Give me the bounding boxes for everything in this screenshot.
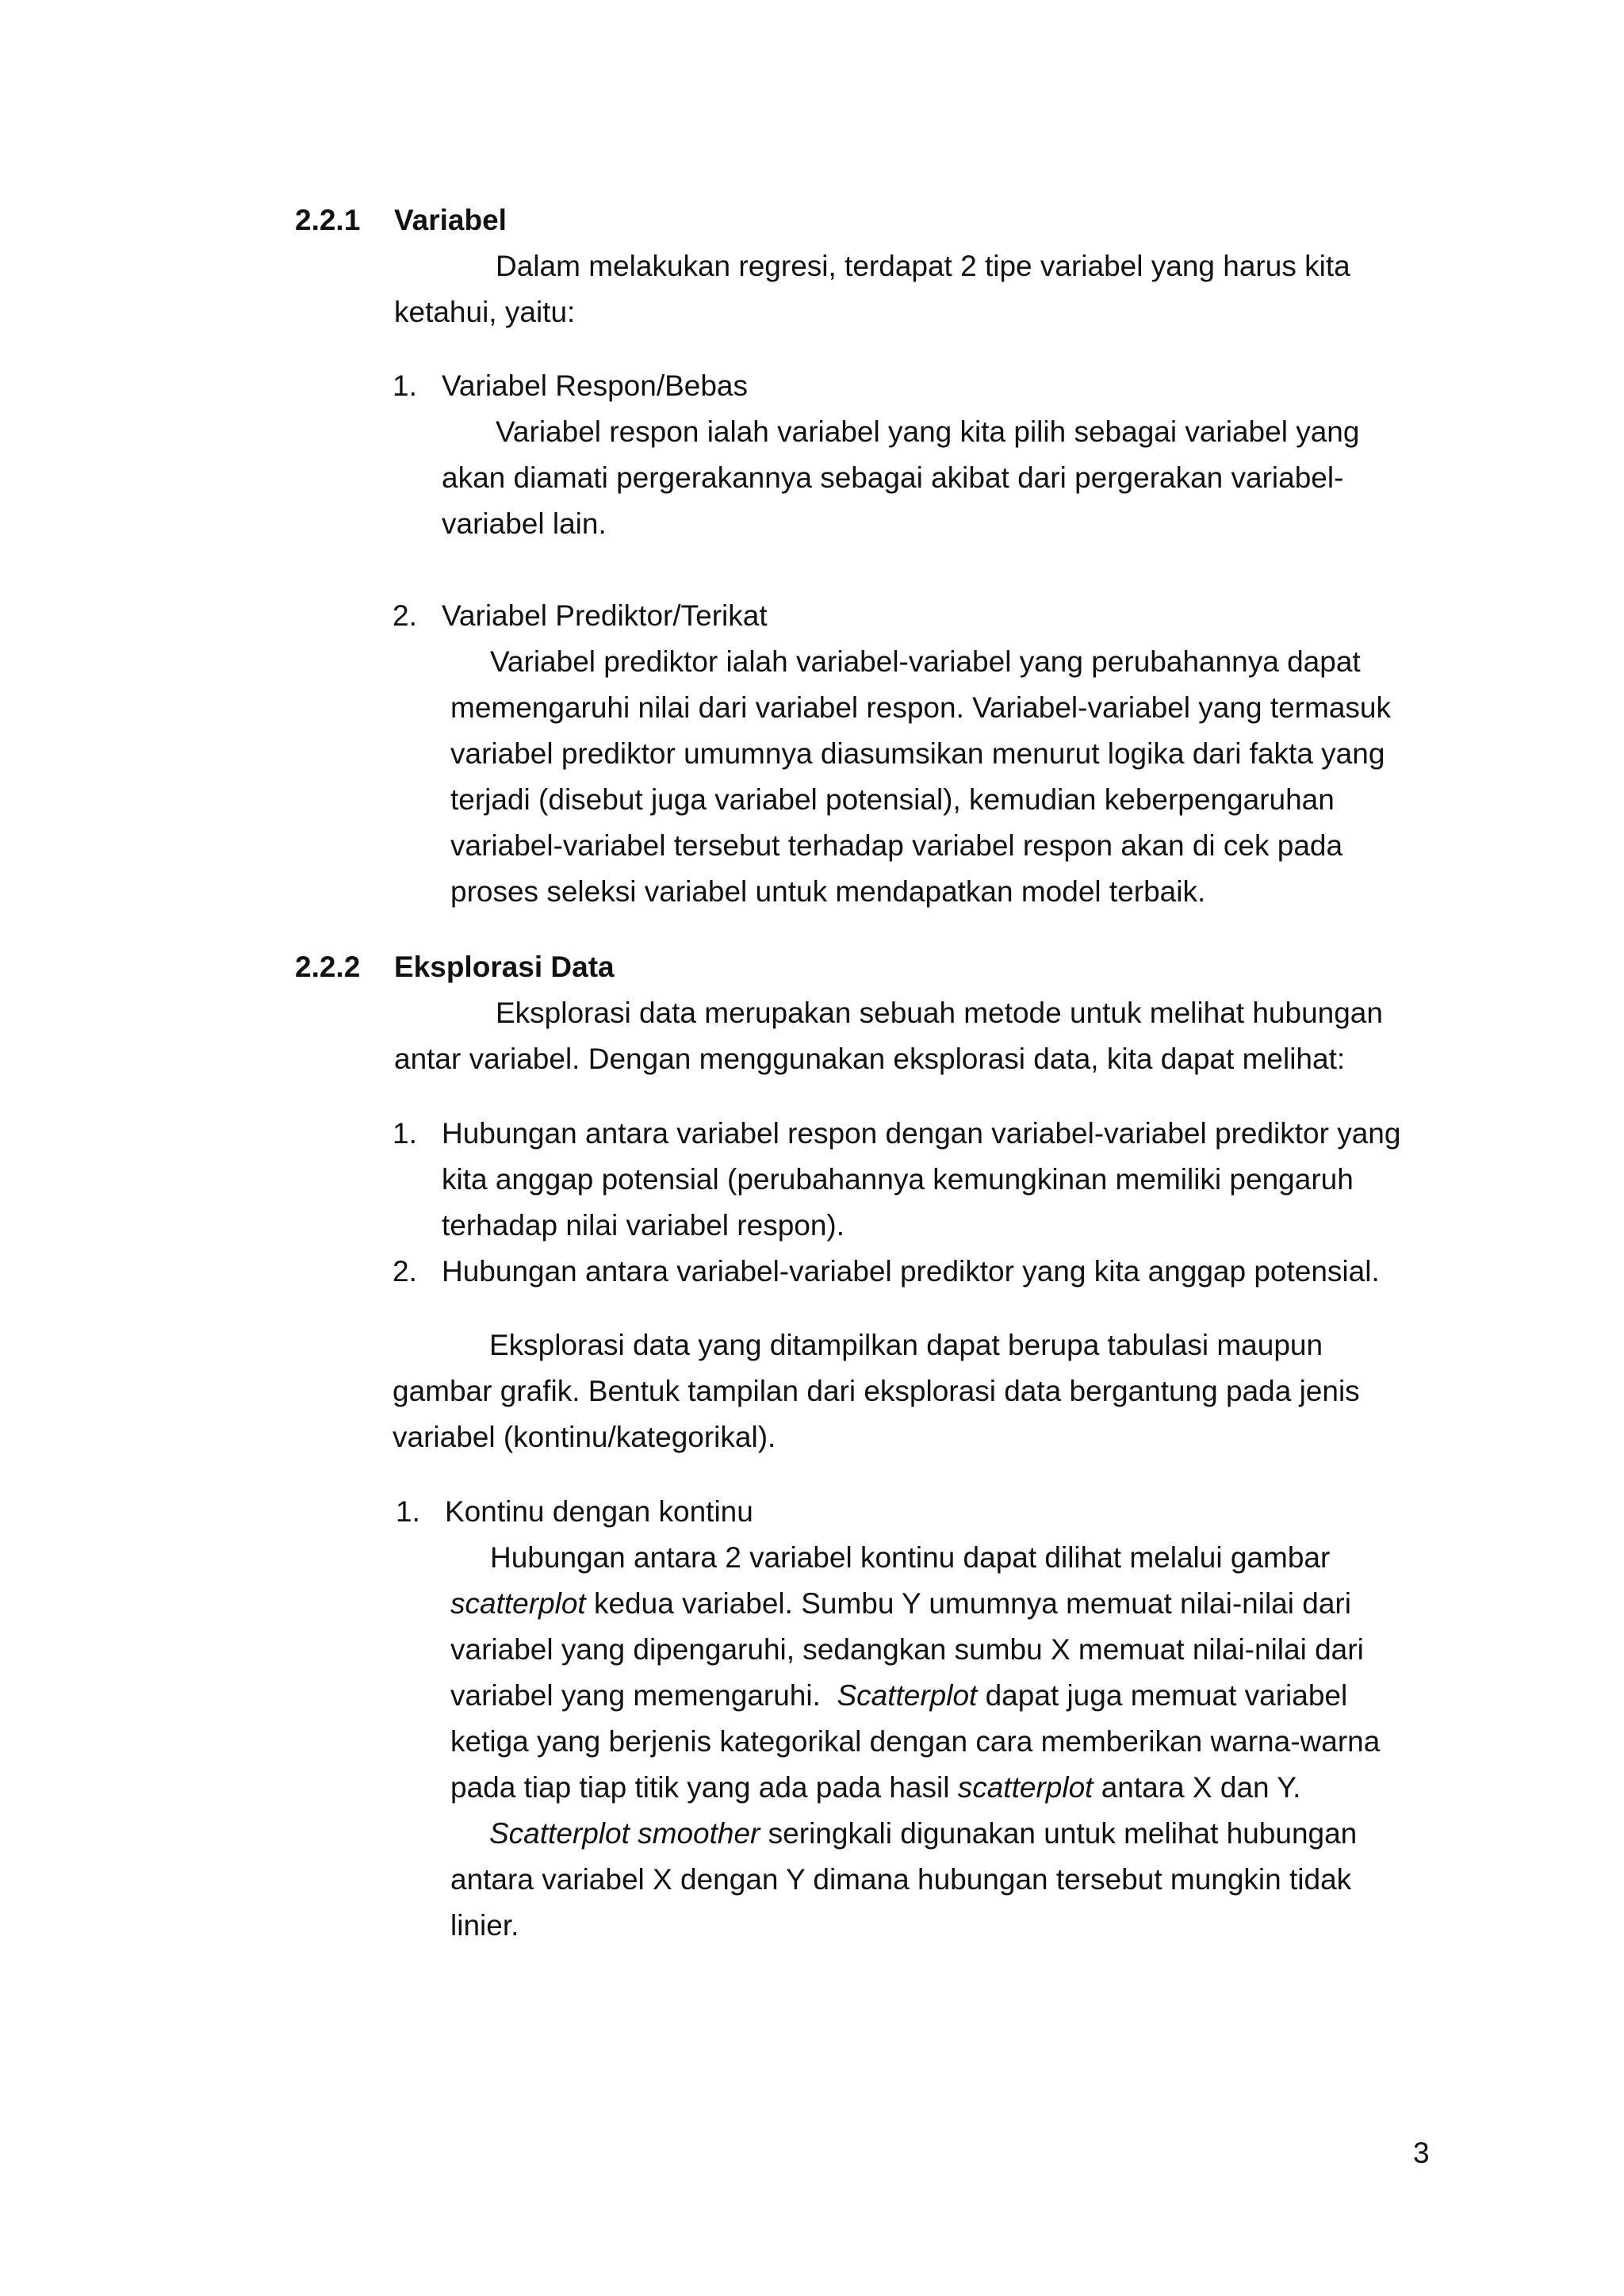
italic-term: scatterplot [450, 1587, 586, 1620]
section-title: Variabel [394, 204, 507, 236]
paragraph-line: variabel (kontinu/kategorikal). [393, 1421, 776, 1453]
list-item-title: Variabel Prediktor/Terikat [442, 599, 768, 632]
paragraph-line: Hubungan antara 2 variabel kontinu dapat dilihat melalui gambar [490, 1541, 1331, 1574]
list-marker: 1. [393, 369, 417, 402]
paragraph-line: Dalam melakukan regresi, terdapat 2 tipe variabel yang harus kita [496, 250, 1350, 282]
list-marker: 1. [393, 1117, 417, 1150]
list-marker: 2. [393, 599, 417, 632]
paragraph-line: variabel prediktor umumnya diasumsikan menurut logika dari fakta yang [450, 737, 1385, 770]
paragraph-line [450, 1589, 1351, 1618]
paragraph-line: antara variabel X dengan Y dimana hubungan tersebut mungkin tidak [450, 1863, 1352, 1896]
text-run: kedua variabel. Sumbu Y umumnya memuat nilai-nilai dari [585, 1587, 1351, 1620]
section-number: 2.2.1 [295, 204, 361, 236]
paragraph-line: antar variabel. Dengan menggunakan eksplorasi data, kita dapat melihat: [394, 1043, 1346, 1075]
text-run: seringkali digunakan untuk melihat hubungan [760, 1817, 1358, 1850]
paragraph-line: proses seleksi variabel untuk mendapatkan model terbaik. [450, 875, 1206, 908]
list-marker: 2. [393, 1255, 417, 1288]
paragraph-line [489, 1819, 1357, 1848]
paragraph-line: variabel lain. [442, 507, 607, 540]
paragraph-line: ketahui, yaitu: [394, 296, 576, 328]
italic-term: scatterplot [957, 1771, 1094, 1804]
text-run: variabel yang memengaruhi. [450, 1679, 837, 1712]
section-number: 2.2.2 [295, 951, 361, 983]
paragraph-line: akan diamati pergerakannya sebagai akibat dari pergerakan variabel- [442, 461, 1344, 494]
list-item-title: Kontinu dengan kontinu [445, 1495, 753, 1528]
paragraph-line: variabel-variabel tersebut terhadap variabel respon akan di cek pada [450, 829, 1343, 862]
list-item-title: Variabel Respon/Bebas [442, 369, 749, 402]
paragraph-line: Eksplorasi data merupakan sebuah metode untuk melihat hubungan [496, 997, 1383, 1029]
paragraph-line [450, 1681, 1347, 1710]
paragraph-line: memengaruhi nilai dari variabel respon. Variabel-variabel yang termasuk [450, 691, 1391, 724]
paragraph-line [450, 1773, 1300, 1802]
paragraph-line: gambar grafik. Bentuk tampilan dari eksplorasi data bergantung pada jenis [393, 1375, 1360, 1407]
section-title: Eksplorasi Data [394, 951, 615, 983]
paragraph-line: Variabel prediktor ialah variabel-variabel yang perubahannya dapat [490, 645, 1361, 678]
paragraph-line: Hubungan antara variabel-variabel prediktor yang kita anggap potensial. [442, 1255, 1380, 1288]
italic-term: Scatterplot smoother [489, 1817, 760, 1850]
text-run: antara X dan Y. [1093, 1771, 1301, 1804]
page-number: 3 [1413, 2137, 1430, 2169]
paragraph-line: terhadap nilai variabel respon). [442, 1209, 845, 1242]
list-marker: 1. [396, 1495, 420, 1528]
paragraph-line: Hubungan antara variabel respon dengan variabel-variabel prediktor yang [442, 1117, 1401, 1150]
paragraph-line: kita anggap potensial (perubahannya kemungkinan memiliki pengaruh [442, 1163, 1354, 1196]
text-run: dapat juga memuat variabel [977, 1679, 1348, 1712]
paragraph-line: terjadi (disebut juga variabel potensial), kemudian keberpengaruhan [450, 783, 1335, 816]
paragraph-line: Variabel respon ialah variabel yang kita pilih sebagai variabel yang [496, 415, 1360, 448]
paragraph-line: Eksplorasi data yang ditampilkan dapat berupa tabulasi maupun [489, 1329, 1323, 1361]
paragraph-line: variabel yang dipengaruhi, sedangkan sumbu X memuat nilai-nilai dari [450, 1633, 1364, 1666]
paragraph-line: ketiga yang berjenis kategorikal dengan cara memberikan warna-warna [450, 1725, 1381, 1758]
paragraph-line: linier. [450, 1909, 519, 1942]
text-run: pada tiap tiap titik yang ada pada hasil [450, 1771, 958, 1804]
italic-term: Scatterplot [837, 1679, 978, 1712]
